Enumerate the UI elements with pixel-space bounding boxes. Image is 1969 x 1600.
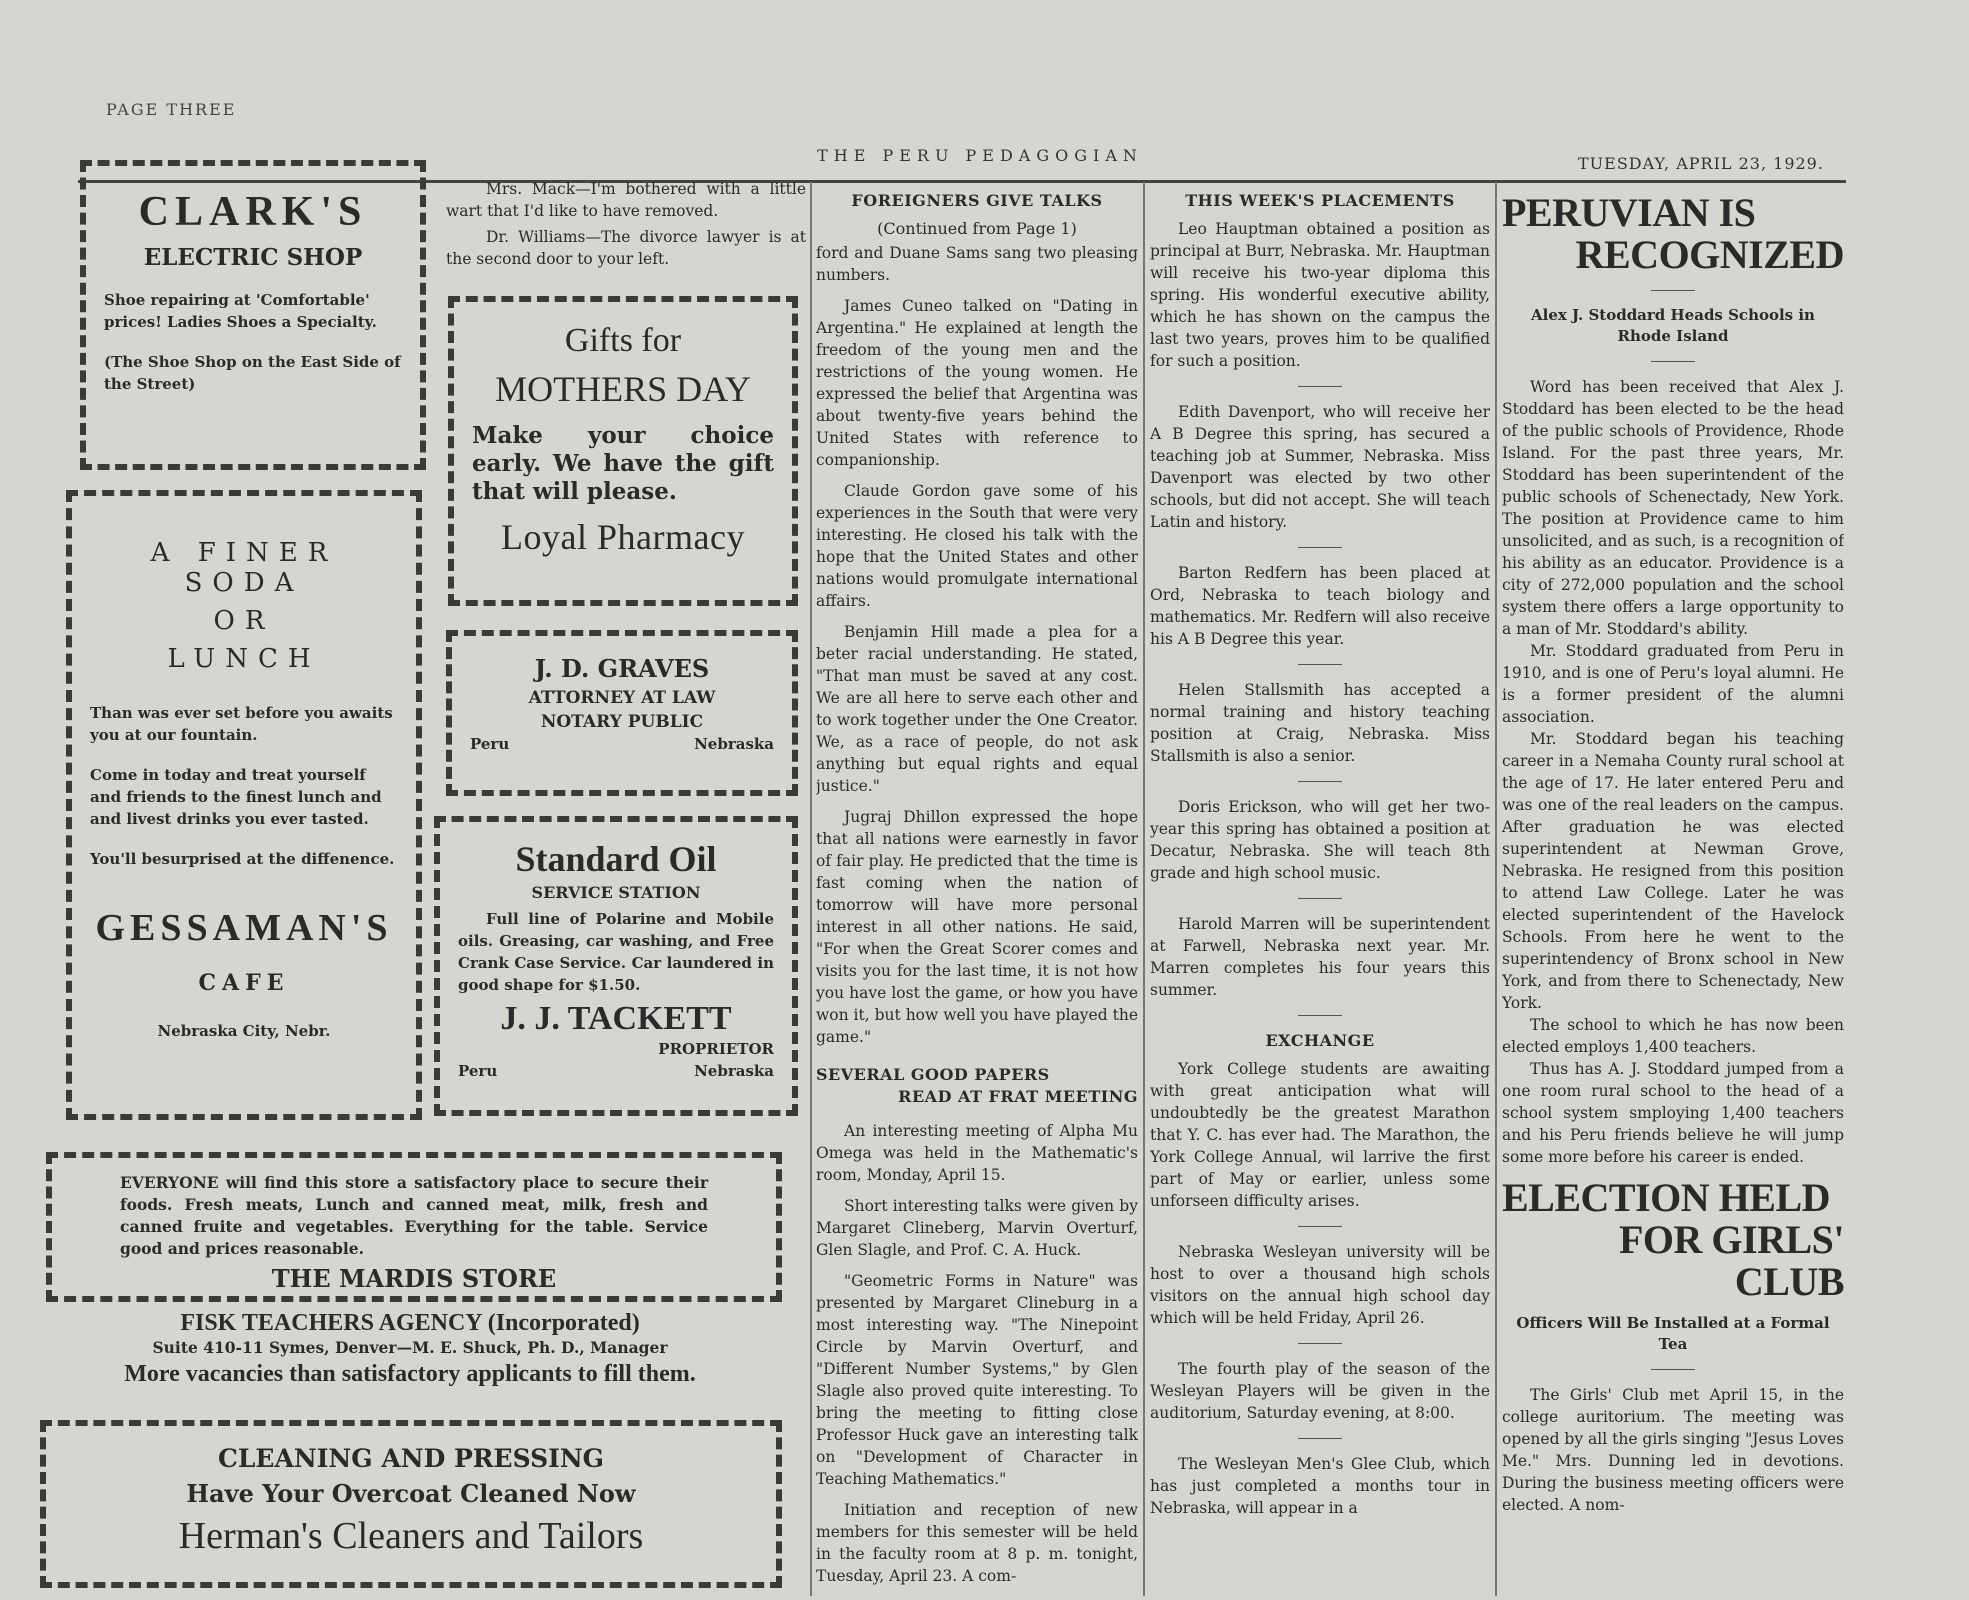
ad-pharmacy-line2: MOTHERS DAY — [495, 369, 751, 409]
subhead-stoddard: Alex J. Stoddard Heads Schools in Rhode Island — [1531, 306, 1815, 345]
headline-frat-2: READ AT FRAT MEETING — [898, 1087, 1138, 1106]
article-text: James Cuneo talked on "Dating in Argentina." He explained at length the freedom of the young men and the restrictions of the young women. He expressed the belief that Argentina was about twenty-five years behind the United States with reference to companionship. — [816, 297, 1138, 469]
article-text: The school to which he has now been elected employs 1,400 teachers. — [1502, 1016, 1844, 1056]
article-text: The fourth play of the season of the Wesleyan Players will be given in the auditorium, Saturday evening, at 8:00. — [1150, 1360, 1490, 1422]
headline-foreigners: FOREIGNERS GIVE TALKS — [851, 191, 1103, 210]
separator — [1298, 1438, 1342, 1439]
subhead-girls-club: Officers Will Be Installed at a Formal Tea — [1516, 1314, 1830, 1353]
column-3 — [816, 190, 1138, 1596]
separator — [1298, 1226, 1342, 1227]
ad-clarks-name: CLARK'S — [138, 189, 368, 235]
column-rule — [810, 182, 812, 1596]
ad-gessaman-line3: LUNCH — [167, 644, 321, 674]
ad-herman-line1: CLEANING AND PRESSING — [217, 1444, 605, 1473]
ad-graves-footer — [470, 733, 774, 755]
ad-clarks-subtitle: ELECTRIC SHOP — [143, 244, 363, 271]
article-text: Initiation and reception of new members for this semester will be held in the faculty room at 8 p. m. tonight, Tuesday, April 23. A com- — [816, 1501, 1138, 1585]
ad-oil-line2: SERVICE STATION — [531, 883, 701, 902]
ad-oil-name: Standard Oil — [515, 839, 717, 879]
headline-election-2: FOR GIRLS' CLUB — [1618, 1217, 1844, 1304]
separator — [1298, 386, 1342, 387]
column-rule — [1143, 182, 1145, 1596]
ad-clarks-body: Shoe repairing at 'Comfortable' prices! Ladies Shoes a Specialty. — [104, 291, 377, 331]
ad-pharmacy-line1: Gifts for — [564, 322, 682, 359]
separator — [1298, 664, 1342, 665]
headline-continued: (Continued from Page 1) — [877, 219, 1077, 238]
ad-fisk-teachers-agency — [40, 1310, 780, 1388]
headline-peruvian-2: RECOGNIZED — [1575, 232, 1844, 277]
article-text: The Wesleyan Men's Glee Club, which has just completed a months tour in Nebraska, will appear in a — [1150, 1455, 1490, 1517]
headline-frat-1: SEVERAL GOOD PAPERS — [816, 1065, 1050, 1084]
article-text: Claude Gordon gave some of his experiences in the South that were very interesting. He closed his talk with the hope that the United States and other nations would promulgate international affairs. — [816, 482, 1138, 610]
column-5 — [1502, 192, 1844, 1596]
ad-gessamans-cafe — [66, 490, 422, 1120]
ad-oil-footer — [458, 1060, 774, 1082]
article-text: Jugraj Dhillon expressed the hope that all nations were earnestly in favor of fair play. He predicted that the time is fast coming when the nation of tomorrow will have more personal interest in all other nations. He said, "For when the Great Scorer comes and visits you for the last time, it is not how you have lost the game, or how you have won it, but how well you have played the game." — [816, 808, 1138, 1046]
ad-gessaman-name: GESSAMAN'S — [95, 907, 393, 949]
article-text: Helen Stallsmith has accepted a normal training and history teaching position at Craig, Nebraska. Miss Stallsmith is also a senior. — [1150, 681, 1490, 765]
ad-herman-line2: Have Your Overcoat Cleaned Now — [186, 1479, 636, 1508]
article-text: Word has been received that Alex J. Stoddard has been elected to be the head of the public schools of Providence, Rhode Island. For the past three years, Mr. Stoddard has been superintendent of the public schools of Schenectady, New York. The position at Providence came to him unsolicited, and as such, is a recognition of his ability as an educator. Providence is a city of 272,000 population and the school system there offers a large opportunity to a man of Mr. Stoddard's ability. — [1502, 378, 1844, 638]
ad-jd-graves — [446, 630, 798, 796]
article-text: Doris Erickson, who will get her two-year this spring has obtained a position at Decatur, Nebraska. She will teach 8th grade and high school music. — [1150, 798, 1490, 882]
separator — [1651, 1369, 1695, 1370]
article-text: Barton Redfern has been placed at Ord, Nebraska to teach biology and mathematics. Mr. Redfern will also receive his A B Degree this year. — [1150, 564, 1490, 648]
article-text: Short interesting talks were given by Margaret Clineberg, Marvin Overturf, Glen Slagle, and Prof. C. A. Huck. — [816, 1197, 1138, 1259]
article-text: Harold Marren will be superintendent at Farwell, Nebraska next year. Mr. Marren completes his four years this summer. — [1150, 915, 1490, 999]
separator — [1298, 898, 1342, 899]
ad-fisk-address: Suite 410-11 Symes, Denver—M. E. Shuck, Ph. D., Manager — [152, 1338, 668, 1357]
ad-graves-state: Nebraska — [694, 735, 774, 753]
joke-line1: Mrs. Mack—I'm bothered with a little wart that I'd like to have removed. — [446, 180, 806, 220]
article-text: The Girls' Club met April 15, in the college auritorium. The meeting was opened by all the girls singing "Jesus Loves Me." Mrs. Dunning led in devotions. During the business meeting officers were elected. A nom- — [1502, 1386, 1844, 1514]
ad-graves-line2: ATTORNEY AT LAW — [528, 688, 716, 708]
ad-pharmacy-line3: Make your choice early. We have the gift that will please. — [472, 422, 774, 505]
column-4 — [1150, 190, 1490, 1596]
separator — [1651, 290, 1695, 291]
article-text: Benjamin Hill made a plea for a beter racial understanding. He stated, "That man must be saved at any cost. We are all here to serve each other and to work together under the One Creator. We, as a race of people, do not ask anything but equal rights and equal justice." — [816, 623, 1138, 795]
ad-gessaman-para1: Than was ever set before you awaits you at our fountain. — [90, 704, 393, 744]
headline-placements: THIS WEEK'S PLACEMENTS — [1185, 191, 1455, 210]
article-text: York College students are awaiting with great anticipation what will undoubtedly be the greatest Marathon that Y. C. has ever had. The Marathon, the York College Annual, wil larrive the first part of May or earlier, unless some unforseen difficulty arises. — [1150, 1060, 1490, 1210]
ad-oil-role: PROPRIETOR — [658, 1040, 774, 1058]
article-text: Edith Davenport, who will receive her A B Degree this spring, has secured a teaching job at Summer, Nebraska. Miss Davenport was elected by two other schools, but did not accept. She will teach Latin and history. — [1150, 403, 1490, 531]
separator — [1298, 1343, 1342, 1344]
article-text: "Geometric Forms in Nature" was presented by Margaret Clineburg in a most interesting way. "The Ninepoint Circle by Marvin Overturf, and "Different Number Systems," by Glen Slagle also proved quite interesting. To bring the meeting to fitting close Professor Huck gave an interesting talk on "Development of Character in Teaching Mathematics." — [816, 1272, 1138, 1488]
ad-herman-name: Herman's Cleaners and Tailors — [178, 1515, 644, 1557]
ad-gessaman-location: Nebraska City, Nebr. — [157, 1022, 331, 1040]
joke-snippet — [446, 178, 806, 294]
ad-gessaman-para3: You'll besurprised at the diffenence. — [90, 850, 395, 868]
ad-graves-name: J. D. GRAVES — [534, 654, 710, 683]
separator — [1298, 781, 1342, 782]
ad-graves-line3: NOTARY PUBLIC — [540, 712, 704, 732]
ad-oil-owner: J. J. TACKETT — [500, 1000, 732, 1037]
separator — [1298, 547, 1342, 548]
column-rule — [1495, 182, 1497, 1596]
ad-gessaman-line1: A FINER SODA — [150, 538, 338, 598]
ad-mardis-body: EVERYONE will find this store a satisfactory place to secure their foods. Fresh meats, Lunch and canned meat, milk, fresh and canned fruite and vegetables. Everything for the table. Service good and prices reasonable. — [120, 1173, 708, 1258]
ad-hermans-cleaners — [40, 1420, 782, 1588]
article-text: An interesting meeting of Alpha Mu Omega was held in the Mathematic's room, Monday, April 15. — [816, 1122, 1138, 1184]
ad-graves-town: Peru — [470, 735, 510, 753]
article-text: Mr. Stoddard began his teaching career in a Nemaha County rural school at the age of 17. He later entered Peru and was one of the real leaders on the campus. After graduation he was elected superintendent at Newman Grove, Nebraska. He resigned from this position to attend Law College. Later he was elected superintendent of the Havelock Schools. From here he went to the superintendency of Bronx school in New York, and from there to Schenectady, New York. — [1502, 730, 1844, 1012]
ad-loyal-pharmacy — [448, 296, 798, 606]
headline-peruvian-1: PERUVIAN IS — [1502, 192, 1756, 235]
ad-oil-state: Nebraska — [694, 1062, 774, 1080]
headline-election-1: ELECTION HELD — [1502, 1175, 1831, 1220]
issue-date: TUESDAY, APRIL 23, 1929. — [1578, 154, 1824, 173]
ad-oil-body: Full line of Polarine and Mobile oils. Greasing, car washing, and Free Crank Case Service. Car laundered in good shape for $1.50. — [458, 910, 774, 994]
headline-exchange: EXCHANGE — [1265, 1031, 1375, 1050]
ad-fisk-name: FISK TEACHERS AGENCY (Incorporated) — [180, 1310, 640, 1336]
ad-mardis-store — [46, 1152, 782, 1302]
ad-gessaman-line2: OR — [213, 606, 275, 636]
ad-gessaman-para2: Come in today and treat yourself and friends to the finest lunch and and livest drinks you ever tasted. — [90, 766, 382, 828]
separator — [1298, 1015, 1342, 1016]
ad-clarks-note: (The Shoe Shop on the East Side of the Street) — [104, 353, 401, 393]
article-text: Thus has A. J. Stoddard jumped from a one room rural school to the head of a school system smploying 1,400 teachers and his Peru friends believe he will jump some more before his career is ended. — [1502, 1060, 1844, 1166]
article-text: ford and Duane Sams sang two pleasing numbers. — [816, 244, 1138, 284]
ad-pharmacy-name: Loyal Pharmacy — [501, 517, 745, 557]
page-label: PAGE THREE — [106, 100, 237, 119]
separator — [1651, 361, 1695, 362]
ad-gessaman-sub: CAFE — [198, 970, 290, 996]
article-text: Nebraska Wesleyan university will be host to over a thousand high schols visitors on the annual high school day which will be held Friday, April 26. — [1150, 1243, 1490, 1327]
article-text: Mr. Stoddard graduated from Peru in 1910, and is one of Peru's loyal alumni. He is a former president of the alumni association. — [1502, 642, 1844, 726]
joke-line2: Dr. Williams—The divorce lawyer is at the second door to your left. — [446, 228, 806, 268]
paper-name: THE PERU PEDAGOGIAN — [817, 146, 1143, 165]
ad-mardis-name: THE MARDIS STORE — [271, 1264, 557, 1293]
ad-fisk-tagline: More vacancies than satisfactory applicants to fill them. — [124, 1361, 696, 1387]
article-text: Leo Hauptman obtained a position as principal at Burr, Nebraska. Mr. Hauptman will receive his two-year diploma this spring. His wonderful executive ability, which he has shown on the campus the last two years, proves him to be qualified for such a position. — [1150, 220, 1490, 370]
ad-clarks-electric-shop — [80, 160, 426, 470]
ad-oil-town: Peru — [458, 1062, 498, 1080]
ad-standard-oil — [434, 816, 798, 1116]
